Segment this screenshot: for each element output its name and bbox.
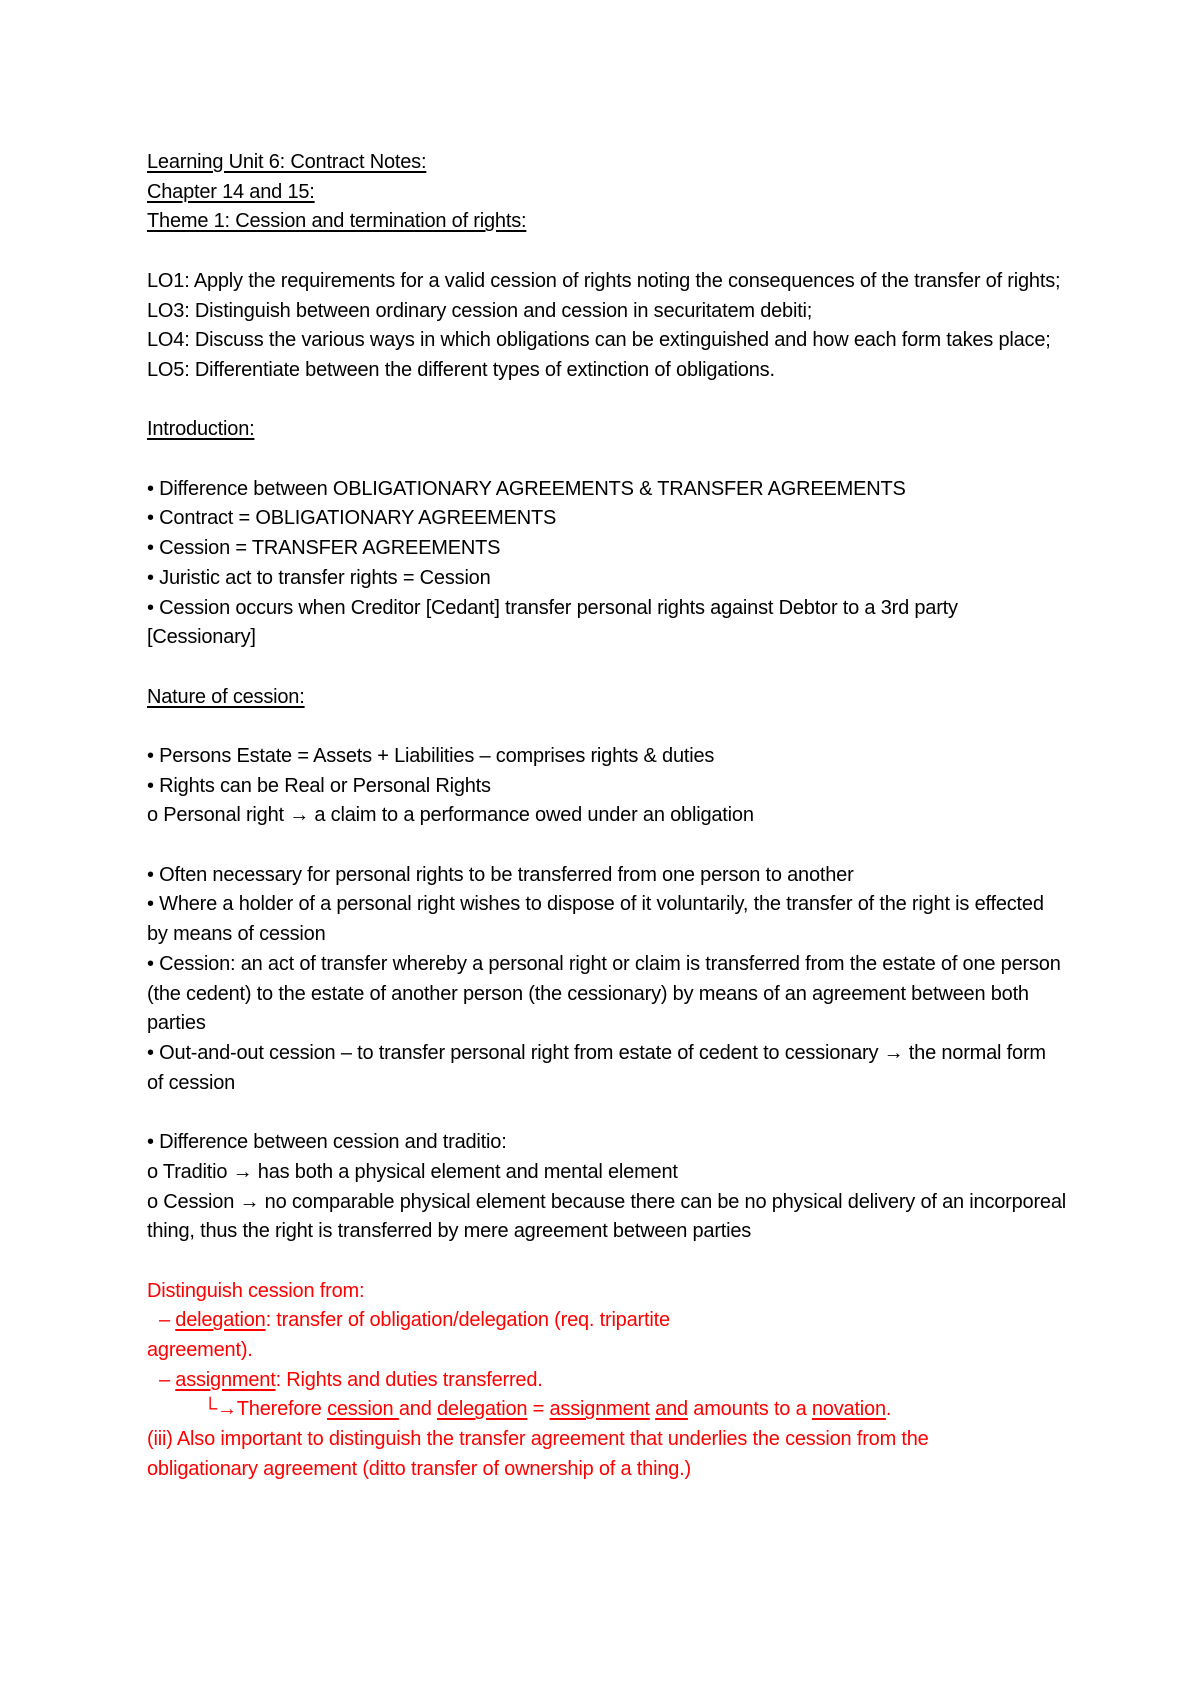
nature-heading: Nature of cession: [147,685,305,708]
learning-outcome-lo3: LO3: Distinguish between ordinary cession and cession in securitatem debiti; [147,299,813,322]
document-page [147,148,1067,1485]
spacer [147,831,1067,861]
point-iii-line-1: (iii) Also important to distinguish the transfer agreement that underlies the cession from the [147,1428,929,1451]
nature-bullet-3: • Often necessary for personal rights to be transferred from one person to another [147,863,854,886]
spacer [147,1098,1067,1128]
traditio-subbullet-2: o Cession → no comparable physical element because there can be no physical delivery of an incorporeal thing, thus the right is transferred by mere agreement between parties [147,1190,1067,1243]
nature-bullet-2: • Rights can be Real or Personal Rights [147,774,491,797]
spacer [147,386,1067,416]
nature-bullet-6: • Out-and-out cession – to transfer personal right from estate of cedent to cessionary → the normal form of cession [147,1042,1046,1094]
learning-outcome-lo5: LO5: Differentiate between the different types of extinction of obligations. [147,358,775,381]
spacer [147,712,1067,742]
theme-heading: Theme 1: Cession and termination of rights: [147,210,527,233]
point-iii-line-2: obligationary agreement (ditto transfer of ownership of a thing.) [147,1457,691,1480]
intro-bullet-5: • Cession occurs when Creditor [Cedant] transfer personal rights against Debtor to a 3rd party [Cessionary] [147,596,958,649]
learning-outcome-lo1: LO1: Apply the requirements for a valid cession of rights noting the consequences of the transfer of rights; [147,269,1061,292]
intro-bullet-2: • Contract = OBLIGATIONARY AGREEMENTS [147,507,557,530]
amounts-text: amounts to a [687,1398,812,1421]
distinguish-heading: Distinguish cession from: [147,1279,365,1302]
delegation-text: : transfer of obligation/delegation (req. tripartite [265,1309,670,1332]
delegation-term: delegation [175,1309,266,1332]
nature-bullet-5: • Cession: an act of transfer whereby a personal right or claim is transferred from the estate of one person (the cedent) to the estate of another person (the cessionary) by means of an agreement between both parties [147,952,1061,1035]
nature-bullet-1: • Persons Estate = Assets + Liabilities – comprises rights & duties [147,744,715,767]
and-term: and [655,1398,688,1421]
therefore-text: Therefore [236,1398,328,1421]
dash: – [159,1309,176,1332]
period-text: . [885,1398,892,1421]
spacer [147,445,1067,475]
corner-arrow-icon: └→ [203,1398,237,1421]
spacer [147,237,1067,267]
nature-subbullet-1: o Personal right → a claim to a performance owed under an obligation [147,804,754,827]
document-title: Learning Unit 6: Contract Notes: [147,151,427,173]
traditio-subbullet-1: o Traditio → has both a physical element and mental element [147,1160,678,1183]
spacer [147,653,1067,683]
assignment-term-2: assignment [549,1398,650,1421]
intro-bullet-1: • Difference between OBLIGATIONARY AGREEMENTS & TRANSFER AGREEMENTS [147,477,906,500]
delegation-line [147,1306,1067,1336]
nature-bullet-4: • Where a holder of a personal right wishes to dispose of it voluntarily, the transfer of the right is effected by means of cession [147,893,1044,946]
assignment-text: : Rights and duties transferred. [275,1368,543,1391]
delegation-continuation: agreement). [147,1339,253,1361]
assignment-term: assignment [175,1368,276,1391]
equals-text: = [527,1398,550,1421]
delegation-term-2: delegation [436,1398,528,1421]
therefore-line [147,1395,1067,1425]
assignment-line [147,1366,1067,1396]
novation-term: novation [811,1398,886,1421]
spacer [147,1247,1067,1277]
dash: – [159,1368,176,1391]
intro-bullet-4: • Juristic act to transfer rights = Cession [147,566,491,589]
traditio-bullet: • Difference between cession and traditio: [147,1131,507,1154]
cession-term: cession [327,1398,399,1421]
learning-outcome-lo4: LO4: Discuss the various ways in which obligations can be extinguished and how each form takes place; [147,329,1051,352]
chapter-heading: Chapter 14 and 15: [147,180,315,203]
introduction-heading: Introduction: [147,418,255,441]
intro-bullet-3: • Cession = TRANSFER AGREEMENTS [147,537,501,560]
and-text: and [398,1398,437,1421]
